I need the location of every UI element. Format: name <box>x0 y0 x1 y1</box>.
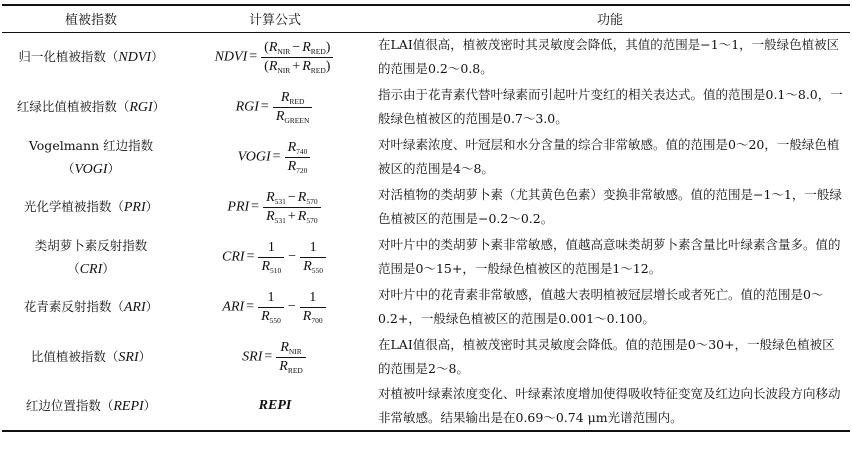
index-name: 红绿比值植被指数（RGI） <box>16 99 166 115</box>
function-description: 对植被叶绿素浓度变化、叶绿素浓度增加使得吸收特征变宽及红边向长波段方向移动非常敏感。结果输出是在0.69～0.74 μm光谱范围内。 <box>370 382 850 431</box>
function-description: 在LAI值很高，植被茂密时其灵敏度会降低。值的范围是0～30+，一般绿色植被区的范围是2～8。 <box>378 337 835 376</box>
function-description: 指示由于花青素代替叶绿素而引起叶片变红的相关表达式。值的范围是0.1～8.0，一般绿色植被区的范围是0.7～3.0。 <box>378 87 843 126</box>
table-row-ari <box>2 282 850 332</box>
table-row-ndvi <box>2 32 850 82</box>
index-name: Vogelmann 红边指数 （VOGI） <box>28 137 154 177</box>
header-formula: 计算公式 <box>180 5 370 32</box>
table-row-pri <box>2 182 850 232</box>
index-name: 归一化植被指数（NDVI） <box>18 49 164 66</box>
header-function: 功能 <box>370 5 850 32</box>
formula-ndvi: NDVI = $\frac{(R_{NIR} - R_{RED})}{(R_{NIR} + R_{RED})}$ <box>180 32 370 82</box>
formula-sri: SRI = $\frac{R_{NIR}}{R_{RED}}$ <box>180 332 370 382</box>
formula-cri: CRI = $\frac{1}{R_{510}}$ − $\frac{1}{R_{550}}$ <box>180 232 370 282</box>
table-row-cri <box>2 232 850 282</box>
function-description: 对叶片中的类胡萝卜素非常敏感，值越高意味类胡萝卜素含量比叶绿素含量多。值的范围是0～15+，一般绿色植被区的范围是1～12。 <box>378 237 841 276</box>
table-row-rgi <box>2 82 850 132</box>
index-name: 花青素反射指数（ARI） <box>23 299 159 315</box>
formula-repi: REPI <box>180 382 370 431</box>
function-description: 对活植物的类胡萝卜素（尤其黄色色素）变换非常敏感。值的范围是−1～1，一般绿色植被区的范围是−0.2～0.2。 <box>378 187 842 226</box>
function-description: 在LAI值很高，植被茂密时其灵敏度会降低，其值的范围是−1～1，一般绿色植被区的范围是0.2～0.8。 <box>378 37 840 77</box>
index-name: 类胡萝卜素反射指数 （CRI） <box>34 237 148 277</box>
index-name: 光化学植被指数（PRI） <box>23 199 159 215</box>
formula-ari: ARI = $\frac{1}{R_{550}}$ − $\frac{1}{R_{700}}$ <box>180 282 370 332</box>
formula-pri: PRI = $\frac{R_{531} - R_{570}}{R_{531} + R_{570}}$ <box>180 182 370 232</box>
function-description: 对叶片中的花青素非常敏感，值越大表明植被冠层增长或者死亡。值的范围是0～0.2+，一般绿色植被区的范围是0.001～0.100。 <box>378 287 824 326</box>
header-index-name: 植被指数 <box>2 5 180 32</box>
index-name: 红边位置指数（REPI） <box>2 382 180 431</box>
index-name: 比值植被指数（SRI） <box>30 349 152 365</box>
formula-vogi: VOGI = $\frac{R_{740}}{R_{720}}$ <box>180 132 370 182</box>
table-row-sri <box>2 332 850 382</box>
table-row-repi <box>2 382 850 431</box>
table-header-row <box>2 5 850 32</box>
table-row-vogi <box>2 132 850 182</box>
formula-rgi: RGI = $\frac{R_{RED}}{R_{GREEN}}$ <box>180 82 370 132</box>
vegetation-index-table <box>2 4 850 432</box>
function-description: 对叶绿素浓度、叶冠层和水分含量的综合非常敏感。值的范围是0～20，一般绿色植被区的范围是4～8。 <box>378 137 840 176</box>
